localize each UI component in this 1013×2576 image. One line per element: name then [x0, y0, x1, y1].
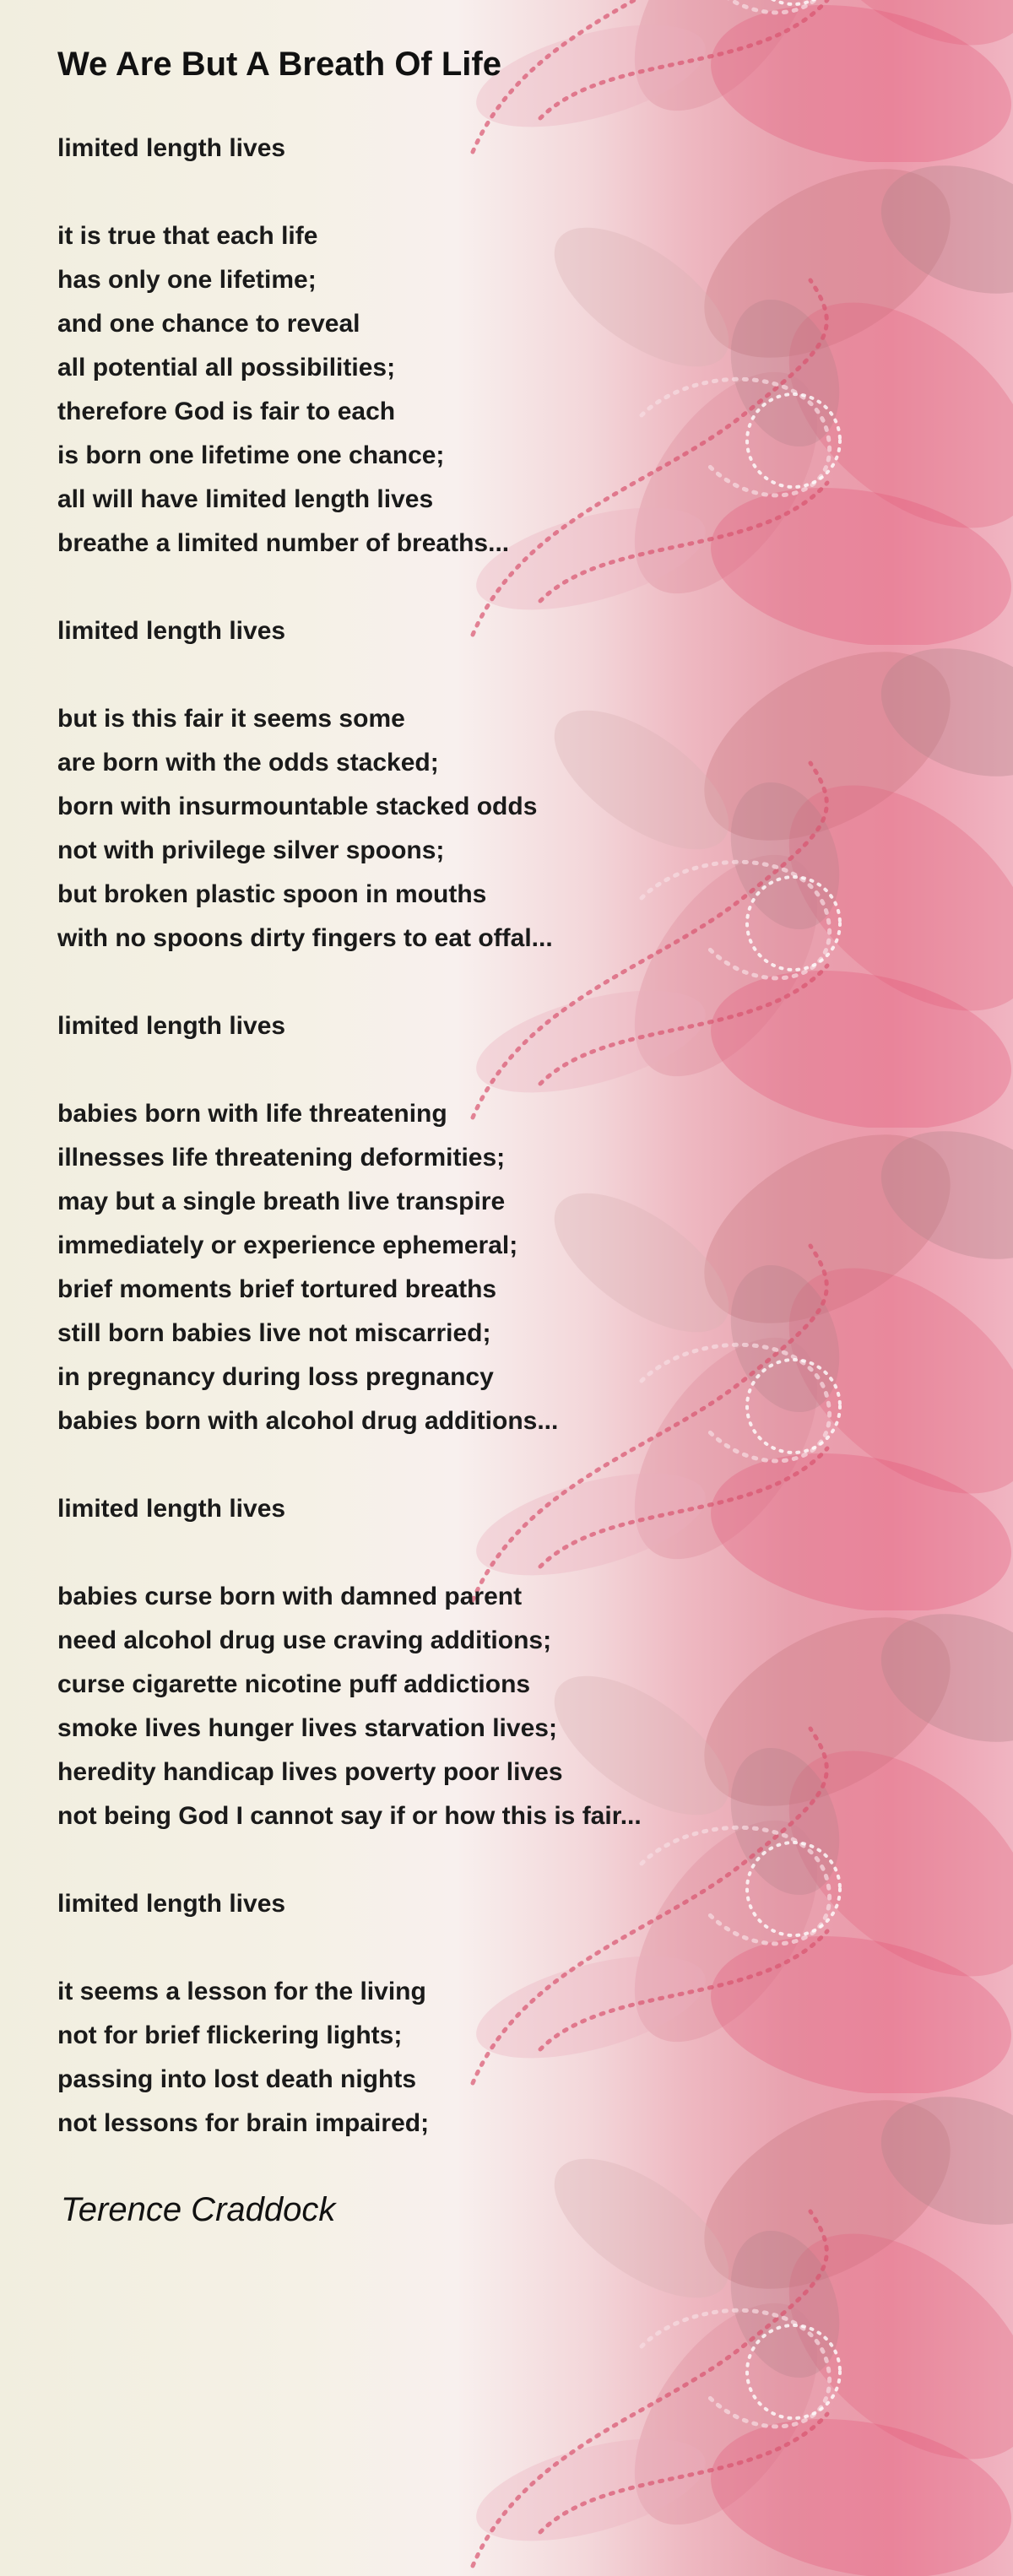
poem-line: not with privilege silver spoons;	[57, 836, 445, 864]
stanza	[57, 214, 902, 566]
poem-line: it is true that each life	[57, 222, 318, 250]
poem-line: brief moments brief tortured breaths	[57, 1275, 497, 1303]
poem-body	[57, 127, 902, 2146]
poem-line: all will have limited length lives	[57, 485, 434, 513]
poem-line: not for brief flickering lights;	[57, 2021, 403, 2049]
stanza	[57, 1970, 902, 2146]
stanza	[57, 1575, 902, 1838]
poem-line: limited length lives	[57, 617, 286, 645]
poem-line: babies curse born with damned parent	[57, 1583, 523, 1610]
poem-line: may but a single breath live transpire	[57, 1188, 506, 1215]
refrain	[57, 609, 902, 653]
poem-line: but is this fair it seems some	[57, 705, 405, 733]
poem-line: but broken plastic spoon in mouths	[57, 880, 487, 908]
poem-line: are born with the odds stacked;	[57, 749, 439, 777]
poem-line: babies born with life threatening	[57, 1100, 447, 1128]
poem-line: limited length lives	[57, 1495, 286, 1523]
poem-line: has only one lifetime;	[57, 266, 317, 294]
poem-line: limited length lives	[57, 1012, 286, 1040]
poem-title: We Are But A Breath Of Life	[57, 46, 501, 83]
refrain	[57, 127, 902, 170]
poem-line: therefore God is fair to each	[57, 398, 396, 425]
poem-line: not lessons for brain impaired;	[57, 2109, 430, 2137]
poem-line: limited length lives	[57, 134, 286, 162]
poem-line: it seems a lesson for the living	[57, 1978, 426, 2005]
poem-line: illnesses life threatening deformities;	[57, 1144, 506, 1172]
stanza	[57, 697, 902, 961]
refrain	[57, 1882, 902, 1926]
poem-line: babies born with alcohol drug additions...	[57, 1407, 559, 1435]
poem-line: born with insurmountable stacked odds	[57, 793, 538, 820]
stanza	[57, 1092, 902, 1443]
poem-line: still born babies live not miscarried;	[57, 1319, 491, 1347]
poem-line: smoke lives hunger lives starvation lives;	[57, 1714, 557, 1742]
poem-line: not being God I cannot say if or how this is fair...	[57, 1802, 642, 1830]
poem-line: is born one lifetime one chance;	[57, 441, 445, 469]
refrain	[57, 1487, 902, 1531]
poem-line: and one chance to reveal	[57, 310, 360, 338]
poem-line: immediately or experience ephemeral;	[57, 1231, 518, 1259]
poem-line: limited length lives	[57, 1890, 286, 1918]
poem-line: heredity handicap lives poverty poor lives	[57, 1758, 563, 1786]
poem-line: breathe a limited number of breaths...	[57, 529, 510, 557]
refrain	[57, 1004, 902, 1048]
poem-line: with no spoons dirty fingers to eat offal...	[57, 924, 553, 952]
poem-line: curse cigarette nicotine puff addictions	[57, 1670, 531, 1698]
poem-line: passing into lost death nights	[57, 2065, 417, 2093]
poem-line: all potential all possibilities;	[57, 354, 396, 382]
poem-line: need alcohol drug use craving additions;	[57, 1626, 552, 1654]
poem-author: Terence Craddock	[61, 2191, 336, 2228]
poem-line: in pregnancy during loss pregnancy	[57, 1363, 494, 1391]
